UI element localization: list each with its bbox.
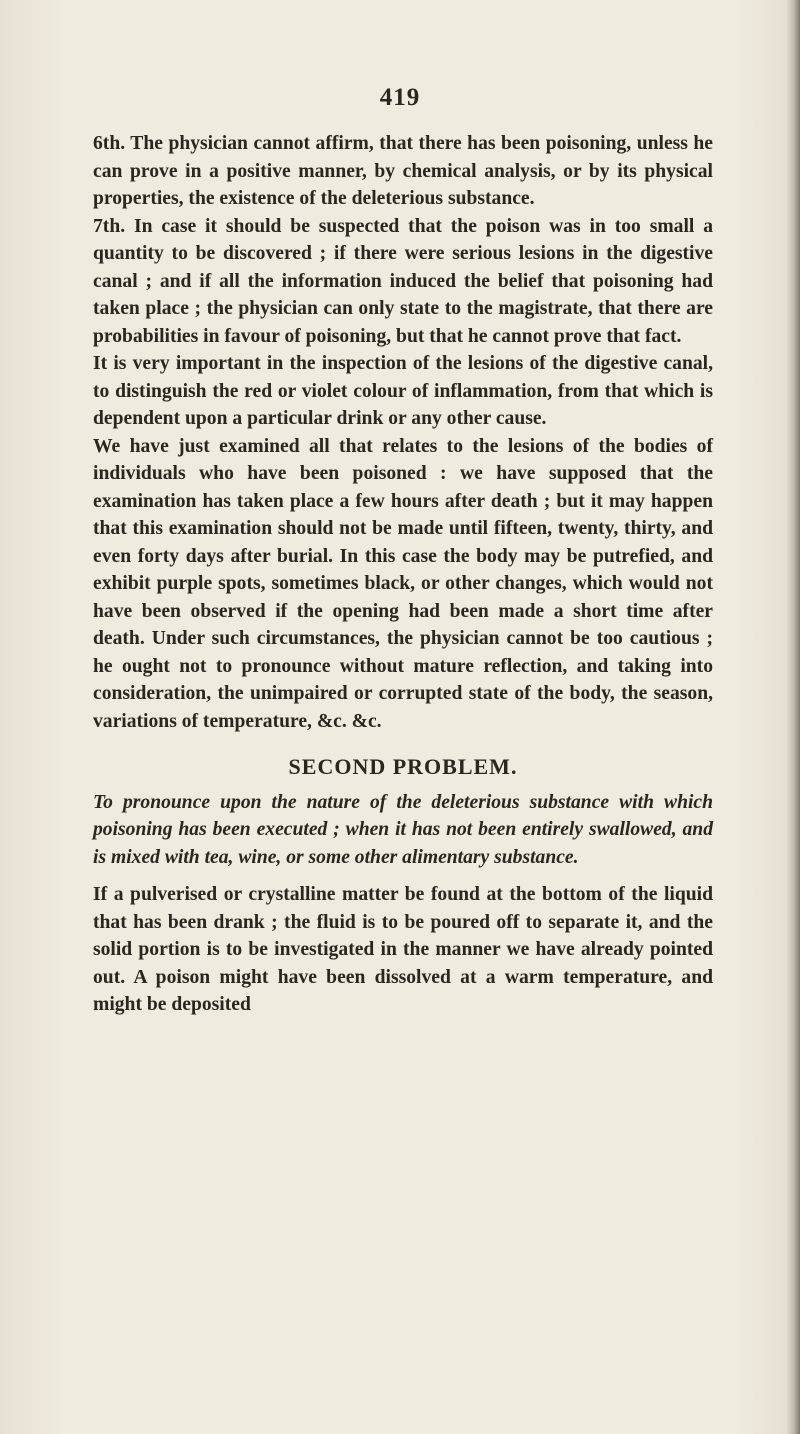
- paragraph-inspection: It is very important in the inspection of the lesions of the digestive canal, to distinguish the red or violet colour of inflammation, from that which is dependent upon a particular drink or any other cause.: [93, 353, 713, 429]
- section-heading: SECOND PROBLEM.: [288, 754, 518, 779]
- paragraph-7th: 7th. In case it should be suspected that the poison was in too small a quantity to be discovered ; if there were serious lesions in the digestive canal ; and if all the information induced the belief that poisoning had taken place ; the physician can only state to the magistrate, that there are probabilities in favour of poisoning, but that he cannot prove that fact.: [93, 215, 713, 347]
- page-edge-shadow: [786, 0, 800, 1434]
- problem-statement: To pronounce upon the nature of the deleterious substance with which poisoning has been executed ; when it has not been entirely swallowed, and is mixed with tea, wine, or some other alimentary substance.: [93, 791, 713, 868]
- paragraph-6th: 6th. The physician cannot affirm, that there has been poisoning, unless he can prove in a positive manner, by chemical analysis, or by its physical properties, the existence of the deleterious substance.: [93, 133, 713, 209]
- paragraph-pulverised: If a pulverised or crystalline matter be found at the bottom of the liquid that has been drank ; the fluid is to be poured off to separate it, and the solid portion is to be investigated in the manner we have already pointed out. A poison might have been dissolved at a warm temperature, and might be deposited: [93, 884, 713, 1015]
- paragraph-examination: We have just examined all that relates to the lesions of the bodies of individuals who have been poisoned : we have supposed that the examination has taken place a few hours after death ; but it may happen that this examination should not be made until fifteen, twenty, thirty, and even forty days after burial. In this case the body may be putrefied, and exhibit purple spots, sometimes black, or other changes, which would not have been observed if the opening had been made a short time after death. Under such circumstances, the physician cannot be too cautious ; he ought not to pronounce without mature reflection, and taking into consideration, the unimpaired or corrupted state of the body, the season, variations of temperature, &c. &c.: [93, 435, 713, 732]
- page-number: 419: [379, 84, 421, 111]
- page-body: [93, 130, 713, 1019]
